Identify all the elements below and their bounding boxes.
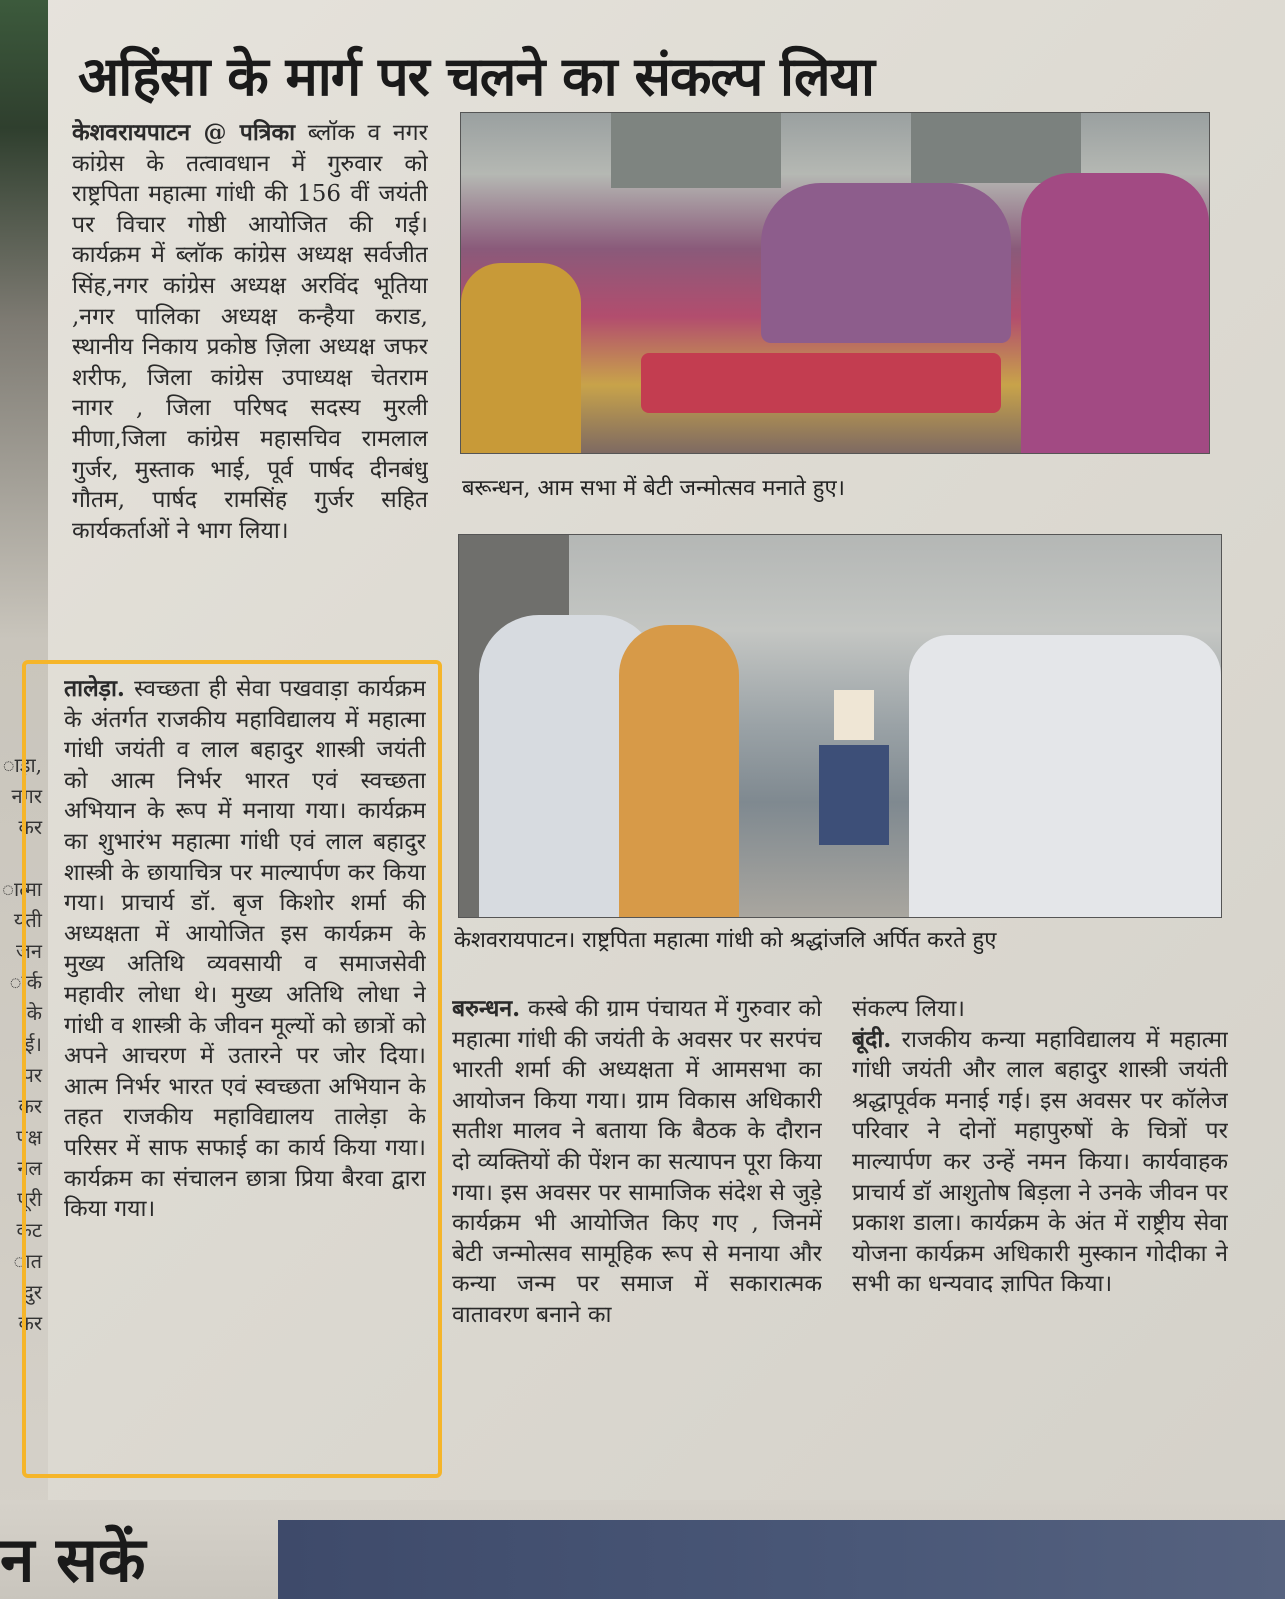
photo2-caption: केशवरायपाटन। राष्ट्रपिता महात्मा गांधी को श्रद्धांजलि अर्पित करते हुए (454, 928, 997, 953)
portrait-shape (834, 690, 874, 740)
article-body: कस्बे की ग्राम पंचायत में गुरुवार को महात्मा गांधी की जयंती के अवसर पर सरपंच भारती शर्मा की अध्यक्षता में आमसभा का आयोजन किया गया। ग्राम विकास अधिकारी सतीश मालव ने बताया कि बैठक के दौरान दो व्यक्तियों की पेंशन का सत्यापन पूरा किया गया। इस अवसर पर सामाजिक संदेश से जुड़े कार्यक्रम भी आयोजित किए गए , जिनमें बेटी जन्मोत्सव सामूहिक रूप से मनाया और कन्या जन्म पर समाज में सकारात्मक वातावरण बनाने का (452, 996, 822, 1328)
article-barundhan (452, 994, 822, 1494)
next-article-image (278, 1520, 1285, 1599)
person-shape (1021, 173, 1209, 453)
fragment-line: यती (13, 908, 42, 932)
group-shape (761, 183, 1011, 343)
fragment-line: कर (18, 815, 42, 839)
article-bundi (852, 994, 1228, 1494)
fragment-line: के (26, 1001, 42, 1025)
article-body: स्वच्छता ही सेवा पखवाड़ा कार्यक्रम के अंतर्गत राजकीय महाविद्यालय में महात्मा गांधी जयंती व लाल बहादुर शास्त्री जयंती को आत्म निर्भर भारत एवं स्वच्छता अभियान के रूप में मनाया गया। कार्यक्रम का शुभारंभ महात्मा गांधी एवं लाल बहादुर शास्त्री के छायाचित्र पर माल्यार्पण कर किया गया। प्राचार्य डॉ. बृज किशोर शर्मा की अध्यक्षता में आयोजित इस कार्यक्रम के मुख्य अतिथि व्यवसायी व समाजसेवी महावीर लोधा थे। मुख्य अतिथि लोधा ने गांधी व शास्त्री के जीवन मूल्यों को छात्रों को अपने आचरण में उतारने पर जोर दिया। आत्म निर्भर भारत एवं स्वच्छता अभियान के तहत राजकीय महाविद्यालय तालेड़ा के परिसर में साफ सफाई का कार्य किया गया। कार्यक्रम का संचालन छात्रा प्रिया बैरवा द्वारा किया गया। (64, 676, 426, 1223)
fragment-line: कर (18, 1094, 42, 1118)
fragment-line: नल (17, 1156, 42, 1180)
photo1-caption: बरून्धन, आम सभा में बेटी जन्मोत्सव मनाते हुए। (462, 476, 845, 501)
fragment-line: कट (16, 1218, 42, 1242)
article-body: ब्लॉक व नगर कांग्रेस के तत्वावधान में गुरुवार को राष्ट्रपिता महात्मा गांधी की 156 वीं जयंती पर विचार गोष्ठी आयोजित की गई। कार्यक्रम में ब्लॉक कांग्रेस अध्यक्ष सर्वजीत सिंह,नगर कांग्रेस अध्यक्ष अरविंद भूतिया ,नगर पालिका अध्यक्ष कन्हैया कराड, स्थानीय निकाय प्रकोष्ठ ज़िला अध्यक्ष जफर शरीफ, जिला कांग्रेस उपाध्यक्ष चेतराम नागर , जिला परिषद सदस्य मुरली मीणा,जिला कांग्रेस महासचिव रामलाल गुर्जर, मुस्ताक भाई, पूर्व पार्षद दीनबंधु गौतम, पार्षद रामसिंह गुर्जर सहित कार्यकर्ताओं ने भाग लिया। (72, 120, 428, 544)
fragment-line: जन (16, 939, 42, 963)
photo-gandhi-tribute (458, 534, 1222, 918)
person-shape (619, 625, 739, 917)
fragment-line: ाड़ा, (2, 753, 42, 777)
person-shape (461, 263, 581, 453)
table-shape (641, 353, 1001, 413)
next-headline-fragment: न सकें (0, 1523, 146, 1596)
fragment-line: कर (18, 1311, 42, 1335)
dateline: बूंदी. (852, 1025, 892, 1053)
fragment-line: पक्ष (16, 1125, 42, 1149)
article-keshavraipatan (72, 118, 428, 658)
dateline: तालेड़ा. (64, 675, 125, 702)
window-shape (911, 113, 1081, 183)
dateline: बरुन्धन. (452, 995, 521, 1022)
article-taleda (64, 674, 426, 1484)
fragment-line: पूरी (17, 1187, 42, 1211)
fragment-line: ार्क (9, 970, 42, 994)
fragment-line: ई। (24, 1032, 42, 1056)
continued-text: संकल्प लिया। (852, 996, 966, 1022)
fragment-line: दुर (23, 1280, 42, 1304)
fragment-line: पर (22, 1063, 42, 1087)
fragment-line: नगर (11, 784, 42, 808)
fragment-line: ात (13, 1249, 42, 1273)
photo-beti-janmotsav (460, 112, 1210, 454)
fragment-line: ात्मा (2, 877, 42, 901)
dateline: केशवरायपाटन @ पत्रिका (72, 119, 296, 146)
table-shape (819, 745, 889, 845)
article-body: राजकीय कन्या महाविद्यालय में महात्मा गांधी जयंती और लाल बहादुर शास्त्री जयंती श्रद्धापूर्वक मनाई गई। इस अवसर पर कॉलेज परिवार ने दोनों महापुरुषों के चित्रों पर माल्यार्पण कर उन्हें नमन किया। कार्यवाहक प्राचार्य डॉ आशुतोष बिड़ला ने उनके जीवन पर प्रकाश डाला। कार्यक्रम के अंत में राष्ट्रीय सेवा योजना कार्यक्रम अधिकारी मुस्कान गोदीका ने सभी का धन्यवाद ज्ञापित किया। (852, 1026, 1228, 1298)
group-shape (909, 635, 1221, 917)
window-shape (611, 113, 781, 188)
headline: अहिंसा के मार्ग पर चलने का संकल्प लिया (78, 45, 874, 109)
